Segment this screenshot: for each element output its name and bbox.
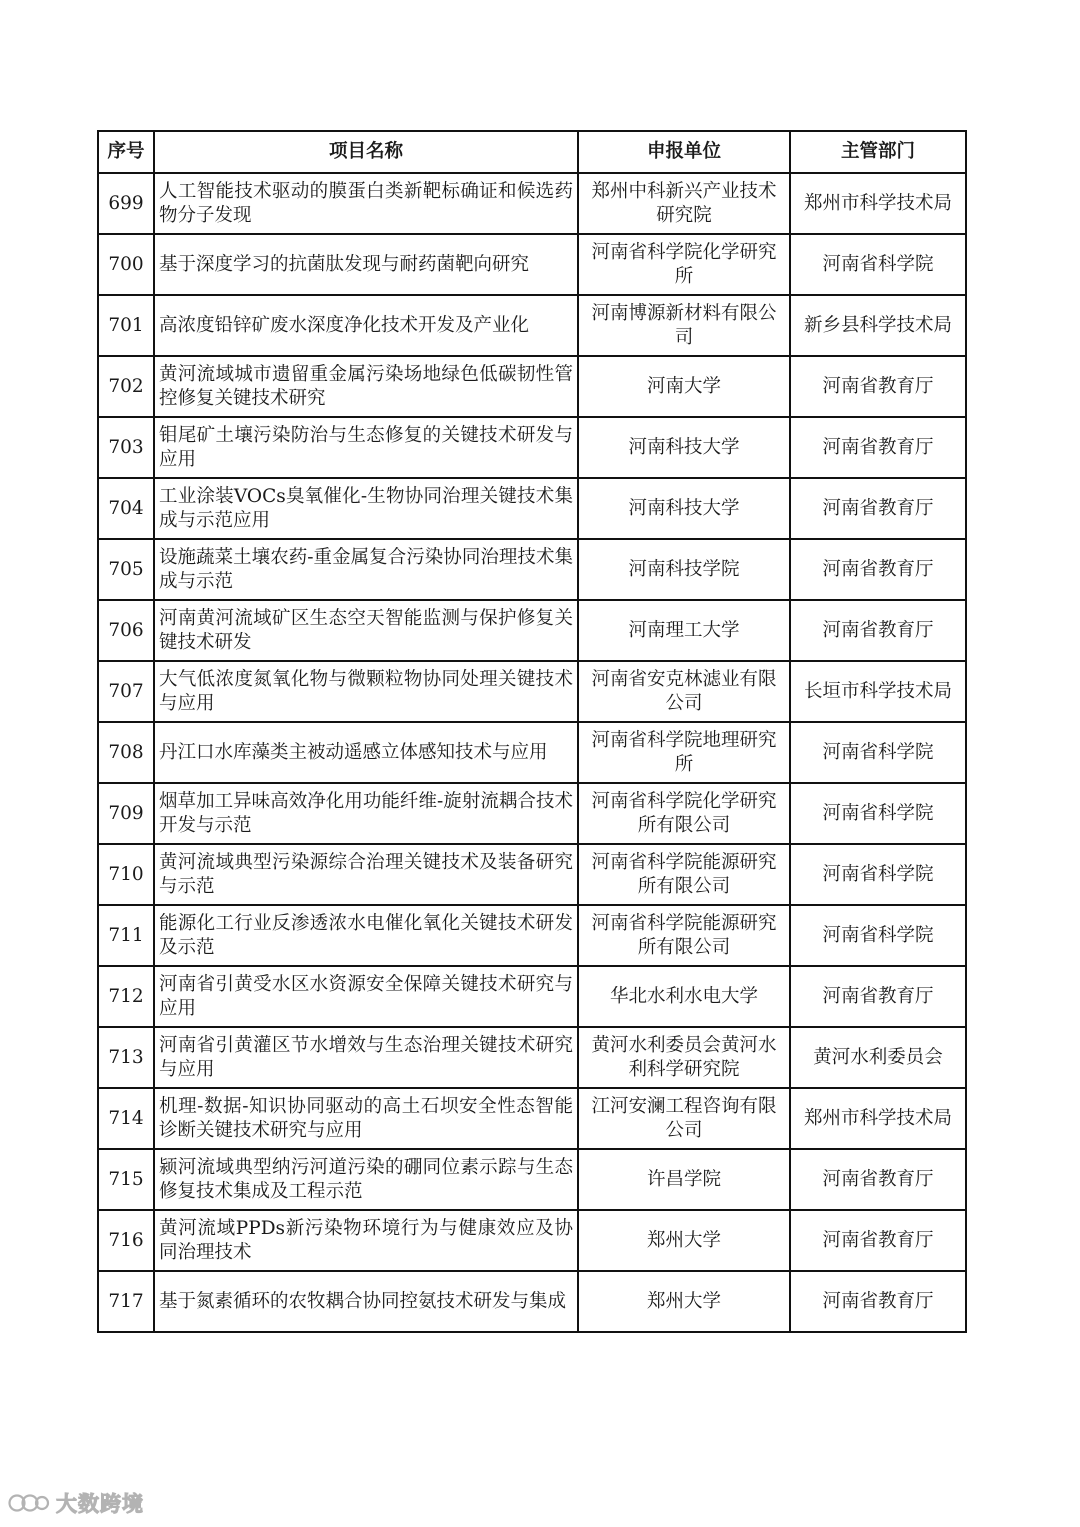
cell-project-name: 黄河流域典型污染源综合治理关键技术及装备研究与示范 — [154, 844, 578, 905]
cell-project-name: 钼尾矿土壤污染防治与生态修复的关键技术研发与应用 — [154, 417, 578, 478]
cell-applicant-unit: 河南省科学院地理研究所 — [578, 722, 790, 783]
cell-supervising-dept: 河南省教育厅 — [790, 1271, 966, 1332]
table-row — [98, 783, 966, 844]
cell-project-name: 基于深度学习的抗菌肽发现与耐药菌靶向研究 — [154, 234, 578, 295]
cell-project-name: 能源化工行业反渗透浓水电催化氧化关键技术研发及示范 — [154, 905, 578, 966]
table-row — [98, 1210, 966, 1271]
cell-supervising-dept: 河南省科学院 — [790, 783, 966, 844]
cell-no: 713 — [98, 1027, 154, 1088]
cell-applicant-unit: 华北水利水电大学 — [578, 966, 790, 1027]
cell-project-name: 机理-数据-知识协同驱动的高土石坝安全性态智能诊断关键技术研究与应用 — [154, 1088, 578, 1149]
cell-project-name: 人工智能技术驱动的膜蛋白类新靶标确证和候选药物分子发现 — [154, 173, 578, 234]
table-row — [98, 417, 966, 478]
cell-no: 702 — [98, 356, 154, 417]
cell-supervising-dept: 河南省教育厅 — [790, 1149, 966, 1210]
cell-applicant-unit: 江河安澜工程咨询有限公司 — [578, 1088, 790, 1149]
table-row — [98, 478, 966, 539]
cell-applicant-unit: 许昌学院 — [578, 1149, 790, 1210]
cell-no: 709 — [98, 783, 154, 844]
table-row — [98, 1027, 966, 1088]
cell-project-name: 黄河流域城市遗留重金属污染场地绿色低碳韧性管控修复关键技术研究 — [154, 356, 578, 417]
table-row — [98, 295, 966, 356]
cell-supervising-dept: 河南省教育厅 — [790, 600, 966, 661]
cell-applicant-unit: 河南省科学院能源研究所有限公司 — [578, 844, 790, 905]
cell-project-name: 烟草加工异味高效净化用功能纤维-旋射流耦合技术开发与示范 — [154, 783, 578, 844]
cell-project-name: 黄河流域PPDs新污染物环境行为与健康效应及协同治理技术 — [154, 1210, 578, 1271]
cell-supervising-dept: 河南省教育厅 — [790, 356, 966, 417]
cell-no: 712 — [98, 966, 154, 1027]
cell-project-name: 高浓度铅锌矿废水深度净化技术开发及产业化 — [154, 295, 578, 356]
brand-logo-icon — [8, 1491, 50, 1515]
watermark-text: 大数跨境 — [56, 1492, 144, 1516]
header-no: 序号 — [98, 131, 154, 173]
cell-applicant-unit: 河南大学 — [578, 356, 790, 417]
table-row — [98, 173, 966, 234]
table-row — [98, 905, 966, 966]
cell-project-name: 颍河流域典型纳污河道污染的硼同位素示踪与生态修复技术集成及工程示范 — [154, 1149, 578, 1210]
cell-project-name: 设施蔬菜土壤农药-重金属复合污染协同治理技术集成与示范 — [154, 539, 578, 600]
cell-supervising-dept: 郑州市科学技术局 — [790, 173, 966, 234]
cell-applicant-unit: 河南理工大学 — [578, 600, 790, 661]
cell-applicant-unit: 河南博源新材料有限公司 — [578, 295, 790, 356]
cell-supervising-dept: 长垣市科学技术局 — [790, 661, 966, 722]
cell-no: 701 — [98, 295, 154, 356]
table-row — [98, 661, 966, 722]
cell-applicant-unit: 郑州大学 — [578, 1271, 790, 1332]
cell-applicant-unit: 河南省科学院化学研究所有限公司 — [578, 783, 790, 844]
header-name: 项目名称 — [154, 131, 578, 173]
cell-no: 710 — [98, 844, 154, 905]
cell-no: 705 — [98, 539, 154, 600]
cell-supervising-dept: 新乡县科学技术局 — [790, 295, 966, 356]
table-row — [98, 1149, 966, 1210]
cell-supervising-dept: 河南省科学院 — [790, 722, 966, 783]
cell-supervising-dept: 河南省科学院 — [790, 234, 966, 295]
cell-applicant-unit: 郑州中科新兴产业技术研究院 — [578, 173, 790, 234]
cell-project-name: 河南省引黄受水区水资源安全保障关键技术研究与应用 — [154, 966, 578, 1027]
cell-no: 711 — [98, 905, 154, 966]
header-unit: 申报单位 — [578, 131, 790, 173]
cell-supervising-dept: 河南省科学院 — [790, 844, 966, 905]
table-header-row — [98, 131, 966, 173]
cell-project-name: 河南省引黄灌区节水增效与生态治理关键技术研究与应用 — [154, 1027, 578, 1088]
table-row — [98, 722, 966, 783]
cell-applicant-unit: 河南科技学院 — [578, 539, 790, 600]
cell-applicant-unit: 河南科技大学 — [578, 478, 790, 539]
table-row — [98, 1271, 966, 1332]
cell-supervising-dept: 河南省科学院 — [790, 905, 966, 966]
cell-supervising-dept: 河南省教育厅 — [790, 966, 966, 1027]
table-row — [98, 844, 966, 905]
table-row — [98, 1088, 966, 1149]
cell-applicant-unit: 河南省科学院化学研究所 — [578, 234, 790, 295]
cell-project-name: 工业涂装VOCs臭氧催化-生物协同治理关键技术集成与示范应用 — [154, 478, 578, 539]
cell-no: 704 — [98, 478, 154, 539]
cell-project-name: 大气低浓度氮氧化物与微颗粒物协同处理关键技术与应用 — [154, 661, 578, 722]
cell-no: 708 — [98, 722, 154, 783]
table-row — [98, 234, 966, 295]
table-row — [98, 539, 966, 600]
cell-supervising-dept: 河南省教育厅 — [790, 539, 966, 600]
cell-project-name: 基于氮素循环的农牧耦合协同控氨技术研发与集成 — [154, 1271, 578, 1332]
cell-applicant-unit: 河南科技大学 — [578, 417, 790, 478]
cell-project-name: 丹江口水库藻类主被动遥感立体感知技术与应用 — [154, 722, 578, 783]
table-row — [98, 600, 966, 661]
cell-no: 707 — [98, 661, 154, 722]
cell-supervising-dept: 河南省教育厅 — [790, 1210, 966, 1271]
cell-applicant-unit: 黄河水利委员会黄河水利科学研究院 — [578, 1027, 790, 1088]
table-row — [98, 356, 966, 417]
cell-supervising-dept: 郑州市科学技术局 — [790, 1088, 966, 1149]
cell-supervising-dept: 河南省教育厅 — [790, 478, 966, 539]
cell-no: 716 — [98, 1210, 154, 1271]
cell-applicant-unit: 郑州大学 — [578, 1210, 790, 1271]
cell-no: 703 — [98, 417, 154, 478]
header-dept: 主管部门 — [790, 131, 966, 173]
table-body — [98, 173, 966, 1332]
cell-no: 714 — [98, 1088, 154, 1149]
cell-project-name: 河南黄河流域矿区生态空天智能监测与保护修复关键技术研发 — [154, 600, 578, 661]
cell-supervising-dept: 河南省教育厅 — [790, 417, 966, 478]
cell-applicant-unit: 河南省科学院能源研究所有限公司 — [578, 905, 790, 966]
cell-no: 717 — [98, 1271, 154, 1332]
cell-no: 699 — [98, 173, 154, 234]
cell-applicant-unit: 河南省安克林滤业有限公司 — [578, 661, 790, 722]
cell-supervising-dept: 黄河水利委员会 — [790, 1027, 966, 1088]
cell-no: 706 — [98, 600, 154, 661]
project-table — [97, 130, 967, 1333]
table-row — [98, 966, 966, 1027]
cell-no: 715 — [98, 1149, 154, 1210]
watermark — [8, 1488, 144, 1518]
cell-no: 700 — [98, 234, 154, 295]
